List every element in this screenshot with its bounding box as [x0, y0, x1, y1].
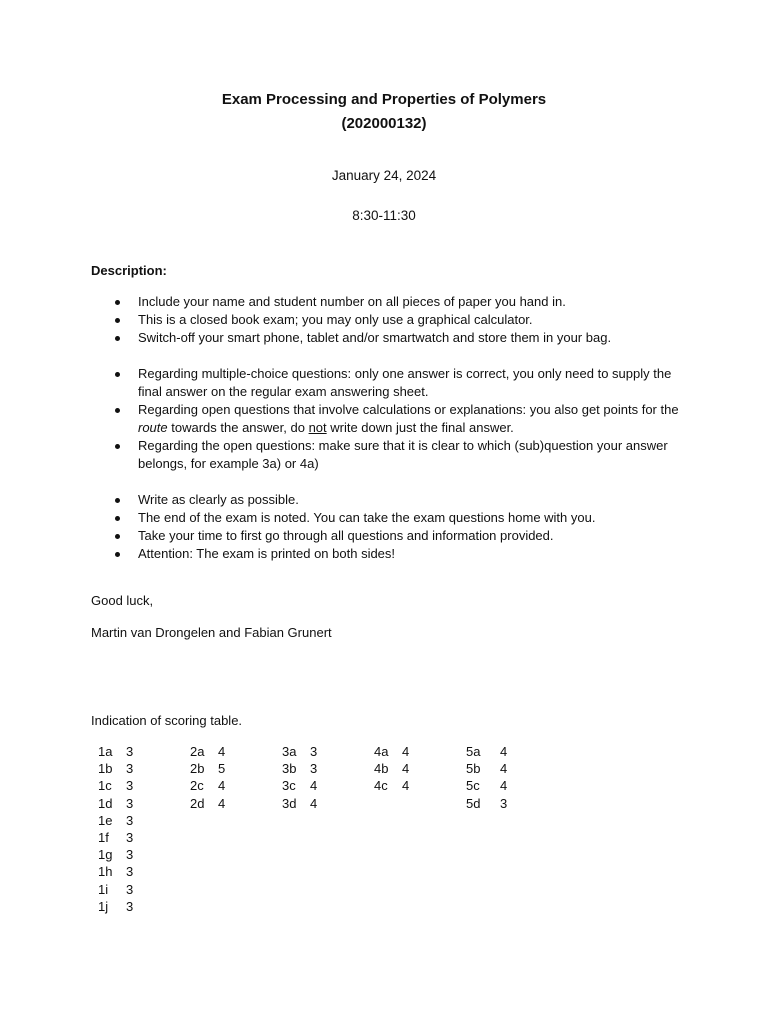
- scoring-row: [98, 863, 133, 880]
- not-underlined: not: [308, 420, 327, 435]
- question-points: 3: [500, 795, 508, 811]
- question-id: 1a: [98, 744, 113, 759]
- list-item: This is a closed book exam; you may only use a graphical calculator.: [91, 311, 686, 329]
- scoring-column-2: [190, 743, 225, 812]
- scoring-row: [190, 795, 225, 812]
- date-block: [0, 166, 768, 226]
- question-id: 2d: [190, 795, 205, 811]
- question-id: 2c: [190, 778, 204, 794]
- bullet-icon: [115, 498, 120, 503]
- scoring-row: [98, 846, 133, 863]
- scoring-caption: Indication of scoring table.: [91, 713, 243, 728]
- question-id: 4b: [374, 761, 389, 777]
- question-id: 3c: [282, 778, 296, 794]
- scoring-row: [98, 760, 133, 777]
- scoring-row: [98, 743, 133, 760]
- question-id: 5b: [466, 761, 481, 777]
- scoring-column-5: [466, 743, 507, 812]
- scoring-row: [190, 760, 225, 777]
- scoring-row: [98, 881, 133, 898]
- question-id: 4c: [374, 778, 388, 794]
- list-item: Attention: The exam is printed on both sides!: [91, 545, 686, 563]
- question-id: 1b: [98, 761, 113, 777]
- question-id: 3a: [282, 744, 297, 759]
- scoring-row: [98, 829, 133, 846]
- bullet-icon: [115, 336, 120, 341]
- question-id: 1j: [98, 898, 109, 914]
- question-points: 3: [126, 881, 134, 897]
- list-item: Regarding the open questions: make sure that it is clear to which (sub)question your answer belongs, for example 3a) or 4a): [91, 437, 686, 473]
- question-points: 3: [126, 864, 134, 880]
- bullet-icon: [115, 516, 120, 521]
- scoring-row: [190, 777, 225, 794]
- list-item: Take your time to first go through all questions and information provided.: [91, 527, 686, 545]
- question-points: 4: [500, 744, 508, 759]
- scoring-row: [374, 743, 409, 760]
- list-item: Include your name and student number on all pieces of paper you hand in.: [91, 293, 686, 311]
- question-points: 3: [126, 898, 134, 914]
- scoring-row: [466, 777, 507, 794]
- question-id: 5c: [466, 778, 480, 794]
- question-points: 4: [218, 744, 226, 759]
- exam-time: 8:30-11:30: [352, 208, 416, 223]
- bullet-icon: [115, 444, 120, 449]
- question-id: 1g: [98, 847, 113, 863]
- route-emphasis: route: [138, 420, 168, 435]
- question-points: 3: [126, 761, 134, 777]
- question-points: 4: [310, 778, 318, 794]
- bullet-icon: [115, 372, 120, 377]
- scoring-row: [466, 743, 507, 760]
- scoring-row: [374, 777, 409, 794]
- question-points: 3: [126, 744, 134, 759]
- exam-date: January 24, 2024: [331, 168, 437, 183]
- list-item: Write as clearly as possible.: [91, 491, 686, 509]
- scoring-row: [282, 795, 317, 812]
- scoring-row: [98, 795, 133, 812]
- question-points: 4: [218, 778, 226, 794]
- scoring-row: [190, 743, 225, 760]
- bullet-icon: [115, 300, 120, 305]
- question-points: 3: [126, 829, 134, 845]
- scoring-column-1: [98, 743, 133, 915]
- scoring-row: [98, 812, 133, 829]
- question-id: 5a: [466, 744, 481, 759]
- question-id: 1h: [98, 864, 113, 880]
- question-points: 4: [402, 744, 410, 759]
- question-id: 5d: [466, 795, 481, 811]
- question-id: 1i: [98, 881, 109, 897]
- question-id: 2b: [190, 761, 205, 777]
- list-item: Switch-off your smart phone, tablet and/or smartwatch and store them in your bag.: [91, 329, 686, 347]
- question-id: 1c: [98, 778, 112, 794]
- scoring-row: [98, 898, 133, 915]
- question-points: 3: [310, 744, 318, 759]
- list-item: The end of the exam is noted. You can take the exam questions home with you.: [91, 509, 686, 527]
- list-item: Regarding multiple-choice questions: only one answer is correct, you only need to supply the final answer on the regular exam answering sheet.: [91, 365, 686, 401]
- closing-text: Good luck,: [91, 593, 154, 608]
- question-id: 1e: [98, 812, 113, 828]
- question-id: 1f: [98, 829, 109, 845]
- question-points: 4: [402, 778, 410, 794]
- scoring-row: [282, 760, 317, 777]
- scoring-column-4: [374, 743, 409, 795]
- scoring-row: [98, 777, 133, 794]
- bullet-list-questions: [91, 365, 686, 473]
- scoring-column-3: [282, 743, 317, 812]
- course-code: (202000132): [341, 115, 427, 132]
- bullet-icon: [115, 552, 120, 557]
- list-item: Regarding open questions that involve calculations or explanations: you also get points for the route towards the answer, do not write down just the final answer.: [91, 401, 686, 437]
- bullet-icon: [115, 534, 120, 539]
- title-block: [0, 88, 768, 136]
- bullet-list-general: [91, 293, 686, 347]
- scoring-row: [374, 760, 409, 777]
- question-points: 3: [126, 795, 134, 811]
- bullet-icon: [115, 318, 120, 323]
- question-id: 2a: [190, 744, 205, 759]
- question-id: 1d: [98, 795, 113, 811]
- question-id: 3d: [282, 795, 297, 811]
- bullet-icon: [115, 408, 120, 413]
- question-points: 3: [126, 812, 134, 828]
- scoring-row: [282, 777, 317, 794]
- question-points: 4: [500, 761, 508, 777]
- description-heading: Description:: [91, 263, 167, 278]
- scoring-row: [282, 743, 317, 760]
- question-points: 3: [310, 761, 318, 777]
- question-points: 4: [402, 761, 410, 777]
- question-points: 5: [218, 761, 226, 777]
- question-id: 3b: [282, 761, 297, 777]
- question-points: 4: [310, 795, 318, 811]
- authors: Martin van Drongelen and Fabian Grunert: [91, 625, 332, 640]
- question-points: 3: [126, 847, 134, 863]
- bullet-list-instructions: [91, 491, 686, 563]
- question-points: 4: [218, 795, 226, 811]
- question-id: 4a: [374, 744, 389, 759]
- question-points: 4: [500, 778, 508, 794]
- scoring-row: [466, 760, 507, 777]
- question-points: 3: [126, 778, 134, 794]
- exam-title: Exam Processing and Properties of Polymers: [221, 91, 547, 108]
- scoring-row: [466, 795, 507, 812]
